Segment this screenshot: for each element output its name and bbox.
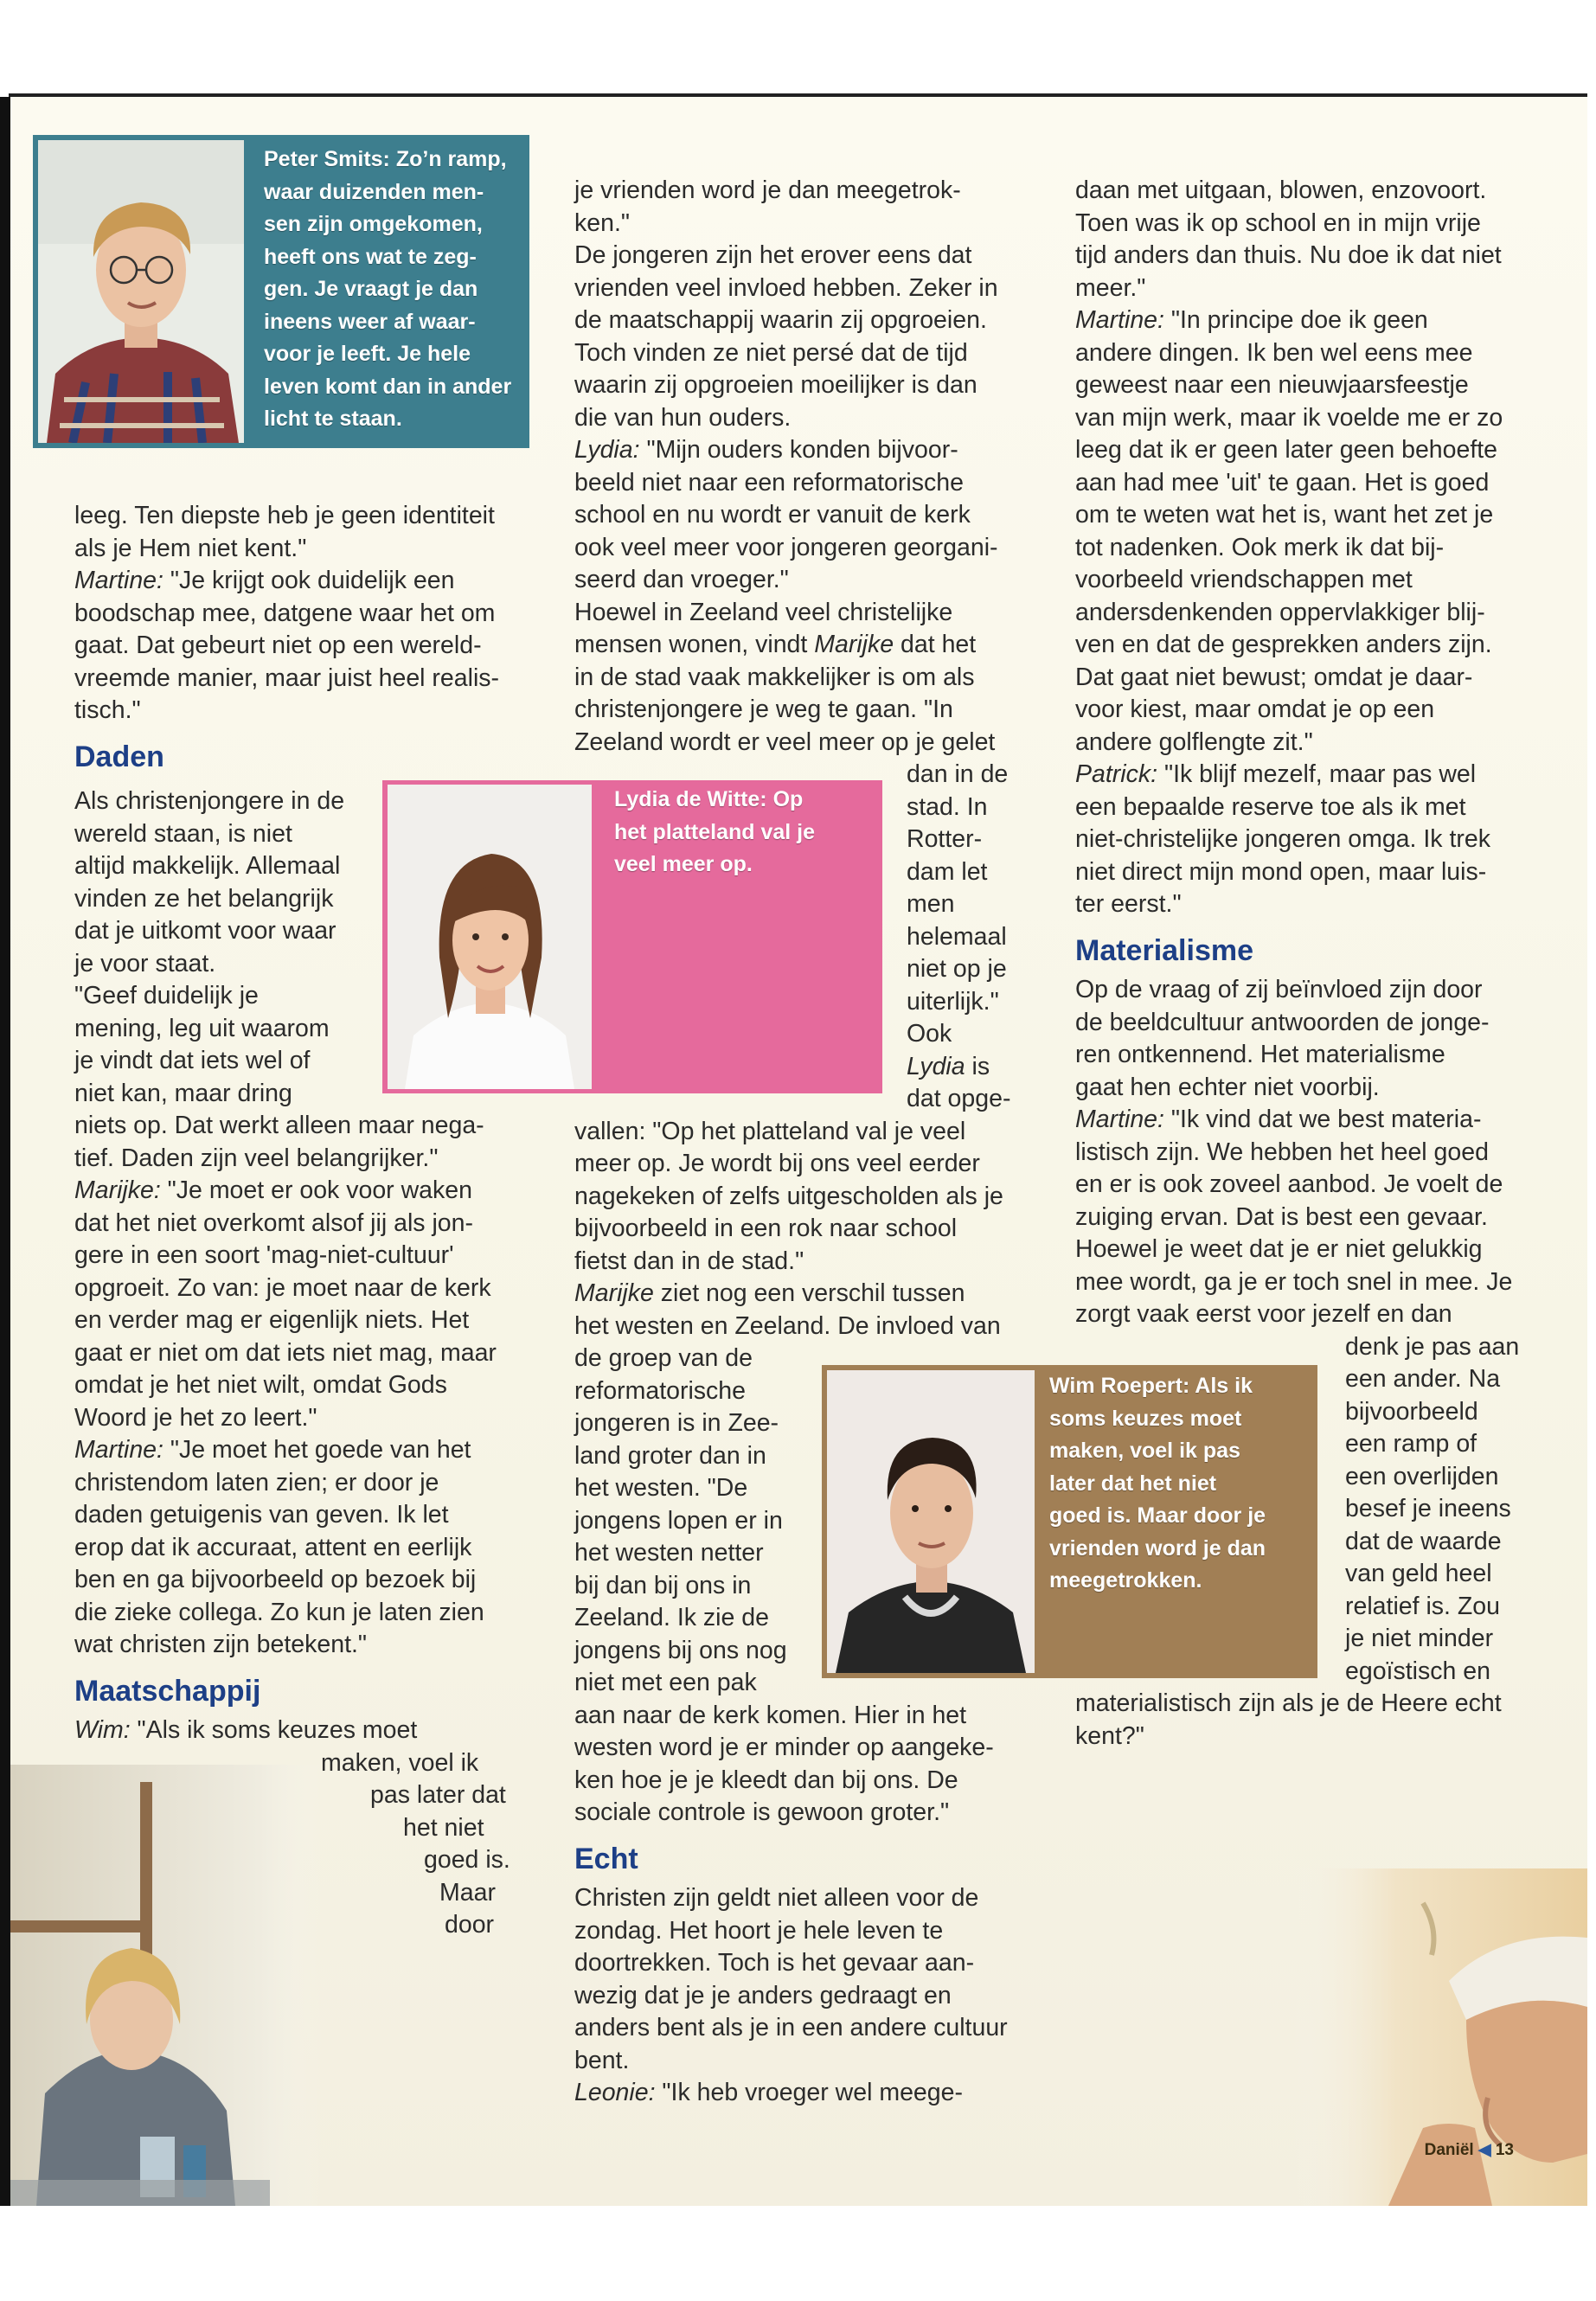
column-3 xyxy=(1075,175,1560,1753)
text-line: gaat. Dat gebeurt niet op een wereld- xyxy=(74,631,482,659)
text-line: dat opge- xyxy=(907,1085,1011,1112)
peter-caption-line: sen zijn omgekomen, xyxy=(264,212,483,236)
speaker-name: Marijke xyxy=(814,631,894,658)
text-line: leeg. Ten diepste heb je geen identiteit xyxy=(74,502,495,529)
text-line: ken." xyxy=(574,208,630,237)
text-line: bij dan bij ons in xyxy=(574,1571,752,1599)
text-line: ken hoe je je kleedt dan bij ons. De xyxy=(574,1766,958,1794)
text-line: De jongeren zijn het erover eens dat xyxy=(574,241,972,269)
lydia-caption-line: veel meer op. xyxy=(614,852,753,876)
peter-photo-box xyxy=(33,135,529,448)
text-line: meer." xyxy=(1075,273,1146,302)
speaker-name: Marijke xyxy=(574,1279,654,1307)
text-line: van geld heel xyxy=(1345,1560,1492,1587)
text-line: dam let xyxy=(907,857,988,886)
text-line: een ander. Na xyxy=(1345,1365,1501,1393)
text-line: zorgt vaak eerst voor jezelf en dan xyxy=(1075,1300,1452,1328)
text-line: jongens lopen er in xyxy=(574,1506,783,1535)
text-line: helemaal xyxy=(907,922,1007,951)
text-line: ven en dat de gesprekken anders zijn. xyxy=(1075,631,1492,658)
text-line: geweest naar een nieuwjaarsfeestje xyxy=(1075,371,1469,399)
peter-caption-line: gen. Je vraagt je dan xyxy=(264,277,478,301)
wim-caption-line: vrienden word je dan xyxy=(1049,1535,1266,1561)
text-line: niet kan, maar dring xyxy=(74,1079,292,1107)
text-fragment: "Mijn ouders konden bijvoor- xyxy=(639,436,958,464)
text-line: het westen. "De xyxy=(574,1474,748,1502)
text-line: je vindt dat iets wel of xyxy=(74,1047,311,1074)
text-line: tot nadenken. Ook merk ik dat bij- xyxy=(1075,533,1445,561)
text-line: de beeldcultuur antwoorden de jonge- xyxy=(1075,1008,1490,1036)
text-line: ter eerst." xyxy=(1075,890,1182,918)
text-line: niet direct mijn mond open, maar luis- xyxy=(1075,857,1487,886)
text-line xyxy=(574,2077,1042,2110)
text-line: school en nu wordt er vanuit de kerk xyxy=(574,501,971,529)
text-line: andersdenkenden oppervlakkiger blij- xyxy=(1075,598,1485,626)
text-line: de maatschappij waarin zij opgroeien. xyxy=(574,306,987,334)
heading-echt: Echt xyxy=(574,1842,638,1875)
lydia-caption-line: Lydia de Witte: Op xyxy=(614,787,804,811)
wim-caption-line: soms keuzes moet xyxy=(1049,1406,1242,1431)
text-line xyxy=(907,1051,1042,1084)
text-line: christendom laten zien; er door je xyxy=(74,1468,439,1497)
text-line: Maar xyxy=(439,1878,496,1907)
text-line: sociale controle is gewoon groter." xyxy=(574,1798,950,1826)
page-footer xyxy=(1425,2140,1514,2160)
text-line: men xyxy=(907,890,955,918)
text-fragment: "Als ik soms keuzes moet xyxy=(130,1716,418,1744)
speaker-name: Martine: xyxy=(1075,1106,1164,1133)
text-line: stad. In xyxy=(907,792,988,821)
text-line: meer op. Je wordt bij ons veel eerder xyxy=(574,1150,980,1177)
text-line: Als christenjongere in de xyxy=(74,787,345,815)
text-line: Hoewel in Zeeland veel christelijke xyxy=(574,598,953,626)
text-line xyxy=(1075,759,1560,792)
text-line: Toch vinden ze niet persé dat de tijd xyxy=(574,338,968,367)
text-line xyxy=(74,1434,542,1467)
text-line: relatief is. Zou xyxy=(1345,1592,1500,1620)
text-line xyxy=(74,565,542,598)
text-line: leeg dat ik er geen later geen behoefte xyxy=(1075,436,1498,464)
text-line: bent. xyxy=(574,2046,630,2074)
text-line: niets op. Dat werkt alleen maar nega- xyxy=(74,1112,484,1139)
text-line xyxy=(574,629,1042,662)
text-line: Woord je het zo leert." xyxy=(74,1403,317,1432)
text-line: dat het niet overkomt alsof jij als jon- xyxy=(74,1208,473,1237)
text-line: aan had mee 'uit' te gaan. Het is goed xyxy=(1075,468,1490,497)
text-line: waarin zij opgroeien moeilijker is dan xyxy=(574,371,977,399)
text-line: om te weten wat het is, want het zet je xyxy=(1075,501,1494,529)
text-fragment: mensen wonen, vindt xyxy=(574,631,815,658)
text-line: gaat er niet om dat iets niet mag, maar xyxy=(74,1338,497,1367)
text-line: egoïstisch en xyxy=(1345,1657,1490,1685)
text-line: christenjongere je weg te gaan. "In xyxy=(574,695,953,723)
text-line xyxy=(574,434,1042,467)
text-line: mening, leg uit waarom xyxy=(74,1014,330,1042)
text-line: je vrienden word je dan meegetrok- xyxy=(574,176,961,204)
text-fragment: is xyxy=(965,1052,990,1080)
text-line: listisch zijn. We hebben het heel goed xyxy=(1075,1138,1489,1166)
speaker-name: Martine: xyxy=(74,567,163,594)
text-line: gere in een soort 'mag-niet-cultuur' xyxy=(74,1241,454,1269)
text-line: erop dat ik accuraat, attent en eerlijk xyxy=(74,1533,472,1561)
text-line: bijvoorbeeld xyxy=(1345,1397,1478,1426)
column-1 xyxy=(74,500,542,1942)
heading-maatschappij: Maatschappij xyxy=(74,1674,261,1708)
wim-caption-line: Wim Roepert: Als ik xyxy=(1049,1374,1253,1398)
text-line: jongens bij ons nog xyxy=(574,1636,787,1664)
text-line: goed is. xyxy=(424,1846,510,1874)
text-line: kent?" xyxy=(1075,1721,1144,1750)
magazine-name: Daniël xyxy=(1424,2141,1474,2159)
heading-daden: Daden xyxy=(74,740,164,773)
text-line: doortrekken. Toch is het gevaar aan- xyxy=(574,1949,975,1977)
narrow-text-block xyxy=(1075,1331,1560,1689)
text-line: en er is ook zoveel aanbod. Je voelt de xyxy=(1075,1170,1503,1198)
text-line xyxy=(574,1278,1042,1311)
text-line: pas later dat xyxy=(370,1781,506,1809)
peter-caption-line: heeft ons wat te zeg- xyxy=(264,244,477,269)
text-fragment: "Je krijgt ook duidelijk een xyxy=(163,567,455,594)
page-left-edge xyxy=(0,97,10,2206)
text-line: het niet xyxy=(403,1813,484,1842)
text-line: als je Hem niet kent." xyxy=(74,534,307,562)
peter-caption-line: licht te staan. xyxy=(264,407,402,431)
text-line: een ramp of xyxy=(1345,1430,1477,1458)
peter-caption-line: Peter Smits: Zo’n ramp, xyxy=(264,147,507,171)
text-line: Toen was ik op school en in mijn vrije xyxy=(1075,208,1481,237)
text-line: westen word je er minder op aangeke- xyxy=(574,1734,994,1761)
speaker-name: Leonie: xyxy=(574,2079,656,2106)
text-line: een bepaalde reserve toe als ik met xyxy=(1075,792,1466,821)
text-line: en verder mag er eigenlijk niets. Het xyxy=(74,1306,470,1334)
text-line: die zieke collega. Zo kun je laten zien xyxy=(74,1598,484,1626)
text-line: tisch." xyxy=(74,696,141,724)
text-line: denk je pas aan xyxy=(1345,1332,1520,1361)
text-line: andere golflengte zit." xyxy=(1075,727,1313,756)
text-line: Rotter- xyxy=(907,825,983,853)
text-line: anders bent als je in een andere cultuur xyxy=(574,2014,1008,2041)
text-line: ren ontkennend. Het materialisme xyxy=(1075,1041,1445,1068)
wim-caption-line: goed is. Maar door je xyxy=(1049,1503,1266,1528)
text-line: voor kiest, maar omdat je op een xyxy=(1075,695,1435,723)
text-fragment: "Ik blijf mezelf, maar pas wel xyxy=(1157,760,1477,788)
text-line: reformatorische xyxy=(574,1376,746,1405)
text-line: land groter dan in xyxy=(574,1441,766,1470)
text-line: "Geef duidelijk je xyxy=(74,982,259,1009)
text-line: vreemde manier, maar juist heel realis- xyxy=(74,663,500,692)
peter-caption-line: ineens weer af waar- xyxy=(264,309,476,334)
text-fragment: ziet nog een verschil tussen xyxy=(653,1279,965,1307)
text-line: van mijn werk, maar ik voelde me er zo xyxy=(1075,403,1503,432)
speaker-name: Martine: xyxy=(1075,306,1164,334)
text-line: omdat je het niet wilt, omdat Gods xyxy=(74,1371,447,1399)
text-line: het westen netter xyxy=(574,1539,764,1567)
text-line: tijd anders dan thuis. Nu doe ik dat niet xyxy=(1075,241,1502,269)
text-line: wezig dat je je anders gedraagt en xyxy=(574,1981,952,2009)
text-line: niet met een pak xyxy=(574,1669,757,1696)
text-line: je voor staat. xyxy=(74,949,216,977)
text-line: altijd makkelijk. Allemaal xyxy=(74,852,341,880)
text-line: gaat hen echter niet voorbij. xyxy=(1075,1073,1380,1101)
text-line: jongeren is in Zee- xyxy=(574,1409,779,1437)
text-line: tief. Daden zijn veel belangrijker." xyxy=(74,1144,439,1172)
text-line: die van hun ouders. xyxy=(574,403,792,432)
text-line: dan in de xyxy=(907,760,1009,788)
text-fragment: dat het xyxy=(894,631,977,658)
text-line: besef je ineens xyxy=(1345,1495,1511,1522)
heading-materialisme: Materialisme xyxy=(1075,933,1253,967)
text-line: ook veel meer voor jongeren georgani- xyxy=(574,533,998,561)
speaker-name: Lydia xyxy=(907,1052,965,1080)
text-line xyxy=(1075,1104,1560,1137)
text-line: niet op je xyxy=(907,955,1007,983)
text-line: fietst dan in de stad." xyxy=(574,1247,804,1275)
text-line: wat christen zijn betekent." xyxy=(74,1631,368,1658)
text-line: de groep van de xyxy=(574,1344,753,1372)
text-line xyxy=(74,1175,542,1208)
peter-caption-line: voor je leeft. Je hele xyxy=(264,342,471,366)
text-fragment: "In principe doe ik geen xyxy=(1163,306,1428,334)
text-fragment: "Je moet er ook voor waken xyxy=(160,1176,472,1204)
text-line: mee wordt, ga je er toch snel in mee. Je xyxy=(1075,1267,1513,1296)
text-line: Zeeland. Ik zie de xyxy=(574,1604,769,1631)
speaker-name: Wim: xyxy=(74,1716,131,1744)
text-line: zuiging ervan. Dat is best een gevaar. xyxy=(1075,1202,1488,1231)
page-top-edge xyxy=(9,93,1587,97)
text-line: dat de waarde xyxy=(1345,1527,1502,1555)
text-line: maken, voel ik xyxy=(321,1748,479,1777)
text-line: in de stad vaak makkelijker is om als xyxy=(574,663,975,691)
peter-caption-line: waar duizenden men- xyxy=(264,179,484,204)
text-line: ben en ga bijvoorbeeld op bezoek bij xyxy=(74,1566,477,1593)
text-fragment: "Je moet het goede van het xyxy=(163,1436,471,1464)
lydia-caption-line: het platteland val je xyxy=(614,819,816,844)
page-number: 13 xyxy=(1495,2141,1514,2159)
peter-caption-line: leven komt dan in ander xyxy=(264,374,512,399)
text-line: beeld niet naar een reformatorische xyxy=(574,468,964,497)
text-line xyxy=(1075,304,1560,337)
text-line: vinden ze het belangrijk xyxy=(74,884,334,913)
text-line: je niet minder xyxy=(1345,1625,1494,1652)
text-line: wereld staan, is niet xyxy=(74,819,292,848)
peter-portrait xyxy=(38,140,244,443)
speaker-name: Patrick: xyxy=(1075,760,1158,788)
text-line xyxy=(74,1715,542,1747)
text-line: Ook xyxy=(907,1020,952,1048)
arrow-icon: ◀ xyxy=(1477,2141,1491,2159)
wim-caption-line: maken, voel ik pas xyxy=(1049,1439,1240,1463)
column-2 xyxy=(574,175,1042,2110)
narrow-text-block xyxy=(574,759,1042,1116)
text-line: vrienden veel invloed hebben. Zeker in xyxy=(574,273,998,302)
text-line: niet-christelijke jongeren omga. Ik trek xyxy=(1075,825,1490,853)
text-line: Hoewel je weet dat je er niet gelukkig xyxy=(1075,1235,1483,1263)
peter-caption xyxy=(264,144,511,436)
speaker-name: Lydia: xyxy=(574,436,640,464)
text-line: het westen en Zeeland. De invloed van xyxy=(574,1311,1001,1340)
text-line: aan naar de kerk komen. Hier in het xyxy=(574,1701,967,1729)
wim-caption-line: later dat het niet xyxy=(1049,1471,1217,1496)
text-fragment: "Ik vind dat we best materia- xyxy=(1163,1106,1482,1133)
text-line: Op de vraag of zij beïnvloed zijn door xyxy=(1075,976,1483,1003)
text-line: dat je uitkomt voor waar xyxy=(74,917,337,945)
text-line: zondag. Het hoort je hele leven te xyxy=(574,1916,944,1945)
text-line: Zeeland wordt er veel meer op je gelet xyxy=(574,727,996,756)
text-line: seerd dan vroeger." xyxy=(574,566,789,593)
speaker-name: Marijke: xyxy=(74,1176,161,1204)
text-line: daan met uitgaan, blowen, enzovoort. xyxy=(1075,176,1487,204)
wim-caption-line: meegetrokken. xyxy=(1049,1568,1202,1593)
text-line: vallen: "Op het platteland val je veel xyxy=(574,1117,966,1145)
text-line: Christen zijn geldt niet alleen voor de xyxy=(574,1884,979,1912)
text-line: Dat gaat niet bewust; omdat je daar- xyxy=(1075,663,1473,691)
text-line: materialistisch zijn als je de Heere echt xyxy=(1075,1689,1502,1717)
text-line: andere dingen. Ik ben wel eens mee xyxy=(1075,338,1473,367)
speaker-name: Martine: xyxy=(74,1436,163,1464)
text-line: daden getuigenis van geven. Ik let xyxy=(74,1501,449,1529)
text-line: door xyxy=(445,1911,495,1939)
text-line: een overlijden xyxy=(1345,1462,1499,1490)
text-line: uiterlijk." xyxy=(907,987,999,1016)
text-line: boodschap mee, datgene waar het om xyxy=(74,599,496,627)
text-line: bijvoorbeeld in een rok naar school xyxy=(574,1215,958,1242)
text-line: nagekeken of zelfs uitgescholden als je xyxy=(574,1182,1003,1210)
text-fragment: "Ik heb vroeger wel meege- xyxy=(655,2079,963,2106)
text-line: voorbeeld vriendschappen met xyxy=(1075,566,1413,593)
text-line: opgroeit. Zo van: je moet naar de kerk xyxy=(74,1273,491,1302)
